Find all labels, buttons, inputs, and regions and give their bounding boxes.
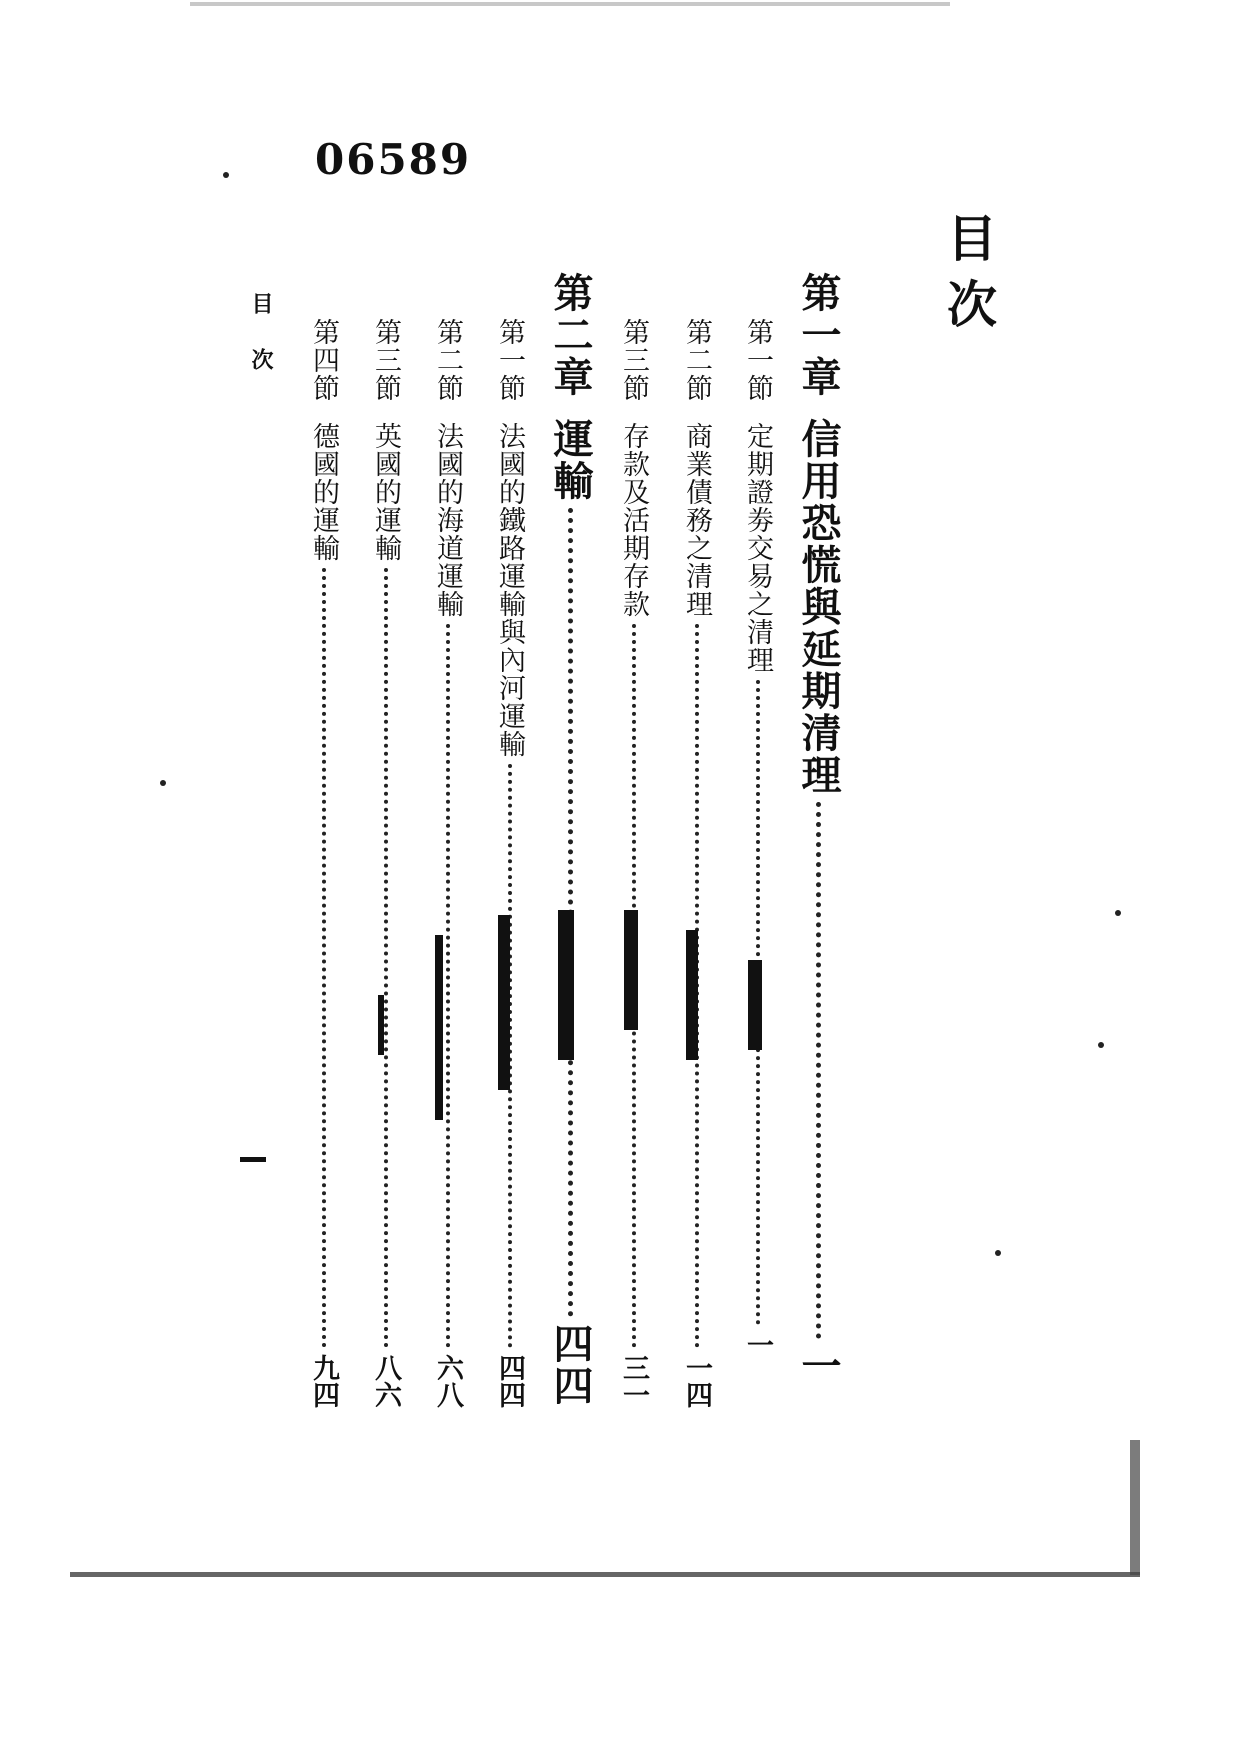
entry-page: 四四	[494, 1354, 525, 1408]
toc-title: 目次	[939, 212, 998, 344]
toc-entry-section-1-1	[738, 318, 777, 1358]
scan-speck	[1098, 1042, 1104, 1048]
serial-number: 06589	[315, 135, 472, 184]
entry-page: 六八	[432, 1354, 463, 1408]
toc-entry-section-2-3	[366, 318, 405, 1408]
toc-entry-section-1-2	[677, 318, 716, 1408]
entry-label: 第一節	[742, 318, 773, 402]
running-page-number	[240, 1157, 266, 1162]
entry-page: 九四	[308, 1354, 339, 1408]
entry-label: 第二節	[432, 318, 463, 402]
running-head: 目次	[248, 292, 274, 404]
entry-title: 法國的海道運輸	[432, 422, 463, 618]
entry-page: 一	[795, 1345, 842, 1387]
entry-page: 四四	[547, 1323, 594, 1407]
entry-title: 英國的運輸	[370, 422, 401, 562]
entry-page: 八六	[370, 1354, 401, 1408]
leader-dots	[322, 568, 326, 1348]
entry-title: 法國的鐵路運輸與內河運輸	[494, 422, 525, 758]
ink-artifact	[748, 960, 762, 1050]
ink-artifact	[378, 995, 384, 1055]
entry-title: 德國的運輸	[308, 422, 339, 562]
ink-artifact	[435, 935, 443, 1120]
scan-edge-top	[190, 2, 950, 6]
entry-title: 信用恐慌與延期清理	[795, 418, 842, 796]
entry-label: 第三節	[618, 318, 649, 402]
leader-dots	[384, 568, 388, 1348]
ink-artifact	[624, 910, 638, 1030]
ink-artifact	[498, 915, 510, 1090]
scan-speck	[995, 1250, 1001, 1256]
entry-label: 第一章	[795, 272, 842, 398]
entry-label: 第二節	[681, 318, 712, 402]
leader-dots	[816, 802, 821, 1339]
entry-title: 運輸	[547, 418, 594, 502]
toc-entry-chapter-2	[542, 272, 599, 1407]
scan-edge-bottom	[70, 1572, 1140, 1577]
entry-page: 三一	[618, 1354, 649, 1408]
scan-speck	[223, 172, 229, 178]
toc-entry-chapter-1	[790, 272, 847, 1387]
entry-label: 第三節	[370, 318, 401, 402]
leader-dots	[446, 624, 450, 1348]
entry-label: 第四節	[308, 318, 339, 402]
toc-entry-section-2-4	[304, 318, 343, 1408]
scan-speck	[1115, 910, 1121, 916]
entry-page: 一	[742, 1331, 773, 1358]
entry-title: 存款及活期存款	[618, 422, 649, 618]
toc-entry-section-2-1	[490, 318, 529, 1408]
ink-artifact	[686, 930, 698, 1060]
toc-entry-section-2-2	[428, 318, 467, 1408]
entry-title: 商業債務之清理	[681, 422, 712, 618]
scan-edge-right	[1130, 1440, 1140, 1575]
entry-label: 第一節	[494, 318, 525, 402]
toc-entry-section-1-3	[614, 318, 653, 1408]
entry-title: 定期證劵交易之清理	[742, 422, 773, 674]
scan-speck	[160, 780, 166, 786]
entry-label: 第二章	[547, 272, 594, 398]
entry-page: 一四	[681, 1354, 712, 1408]
ink-artifact	[558, 910, 574, 1060]
